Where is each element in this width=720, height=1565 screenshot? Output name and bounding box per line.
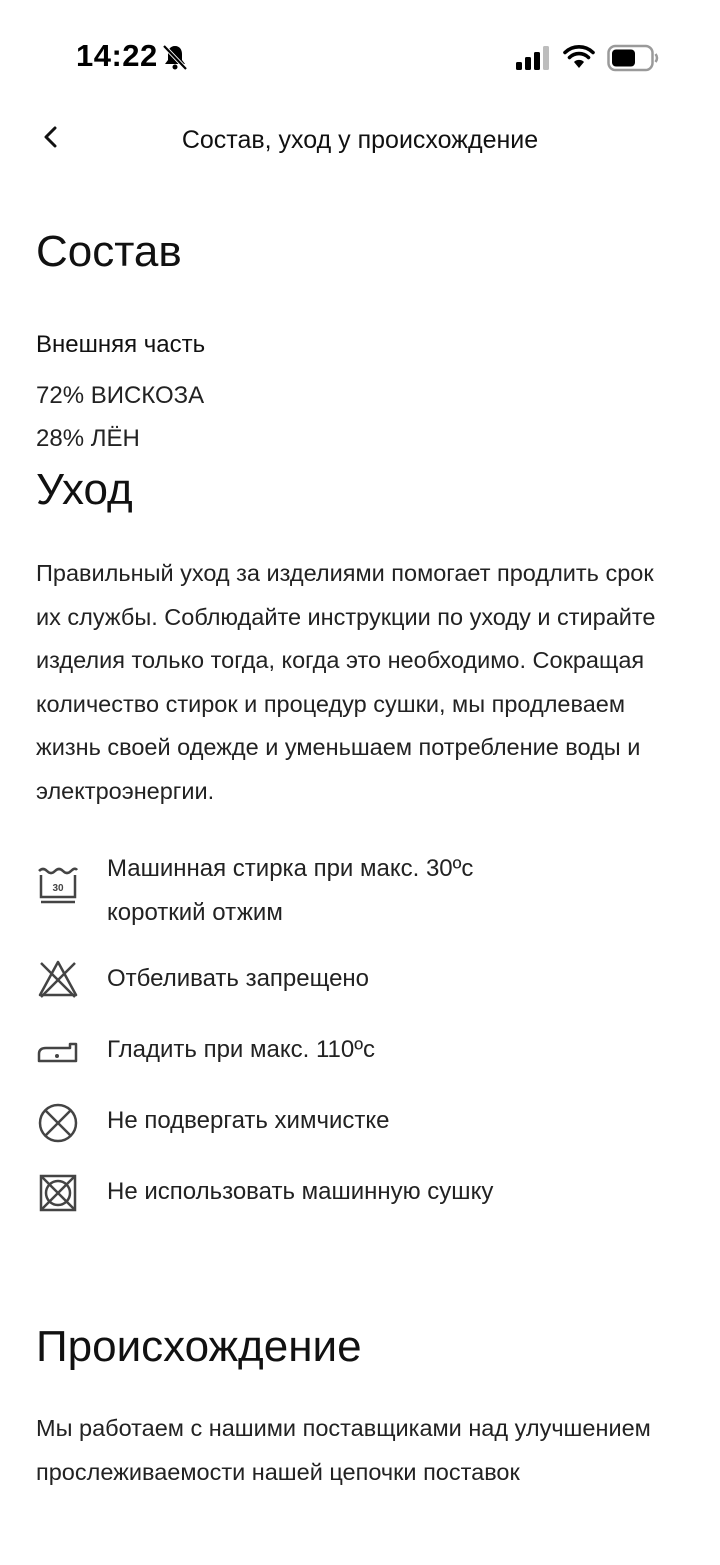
cellular-signal-icon <box>515 46 551 70</box>
material-item: 28% ЛЁН <box>36 425 140 452</box>
care-instructions-list <box>36 847 681 1241</box>
care-section <box>36 460 681 1241</box>
care-paragraph: Правильный уход за изделиями помогает продлить срок их службы. Соблюдайте инструкции по уходу и стирайте изделия только тогда, когда это необходимо. Сокращая количество стирок и процедур сушки, мы продлеваем жизнь своей одежде и уменьшаем потребление воды и электроэнергии. <box>36 560 656 804</box>
no-bleach-icon <box>36 957 80 1001</box>
wash-30-icon <box>36 861 80 905</box>
composition-title: Состав <box>36 227 182 276</box>
care-item-bleach <box>36 957 681 1028</box>
wash-temp-label: 30 <box>52 883 64 894</box>
care-item-dry-clean <box>36 1099 681 1170</box>
nav-bar <box>0 110 720 180</box>
no-dry-clean-icon <box>36 1099 80 1143</box>
materials-list <box>36 374 681 460</box>
bell-muted-icon <box>160 42 190 72</box>
care-item-line: Гладить при макс. 110ºc <box>107 1036 375 1063</box>
wifi-icon <box>563 43 595 69</box>
care-item-line: Отбеливать запрещено <box>107 965 370 992</box>
iron-low-icon <box>36 1028 80 1072</box>
composition-section <box>36 222 681 460</box>
care-item-iron <box>36 1028 681 1099</box>
care-item-line: Не подвергать химчистке <box>107 1107 390 1134</box>
battery-icon <box>607 44 659 72</box>
status-time: 14:22 <box>76 38 158 73</box>
care-title: Уход <box>36 465 133 514</box>
origin-section <box>36 1317 681 1494</box>
care-item-line: короткий отжим <box>107 898 283 926</box>
material-item: 72% ВИСКОЗА <box>36 382 205 409</box>
content <box>36 222 681 1494</box>
care-item-tumble-dry <box>36 1170 681 1241</box>
origin-title: Происхождение <box>36 1322 362 1371</box>
outer-part-label: Внешняя часть <box>36 331 206 358</box>
origin-paragraph: Мы работаем с нашими поставщиками над улучшением прослеживаемости нашей цепочки поставок <box>36 1415 651 1485</box>
no-tumble-dry-icon <box>36 1170 80 1214</box>
care-item-wash <box>36 847 681 957</box>
page-title: Состав, уход у происхождение <box>181 126 539 154</box>
care-item-line: Не использовать машинную сушку <box>107 1178 494 1205</box>
status-bar <box>0 0 720 110</box>
care-item-line: Машинная стирка при макс. 30ºc <box>107 855 474 882</box>
